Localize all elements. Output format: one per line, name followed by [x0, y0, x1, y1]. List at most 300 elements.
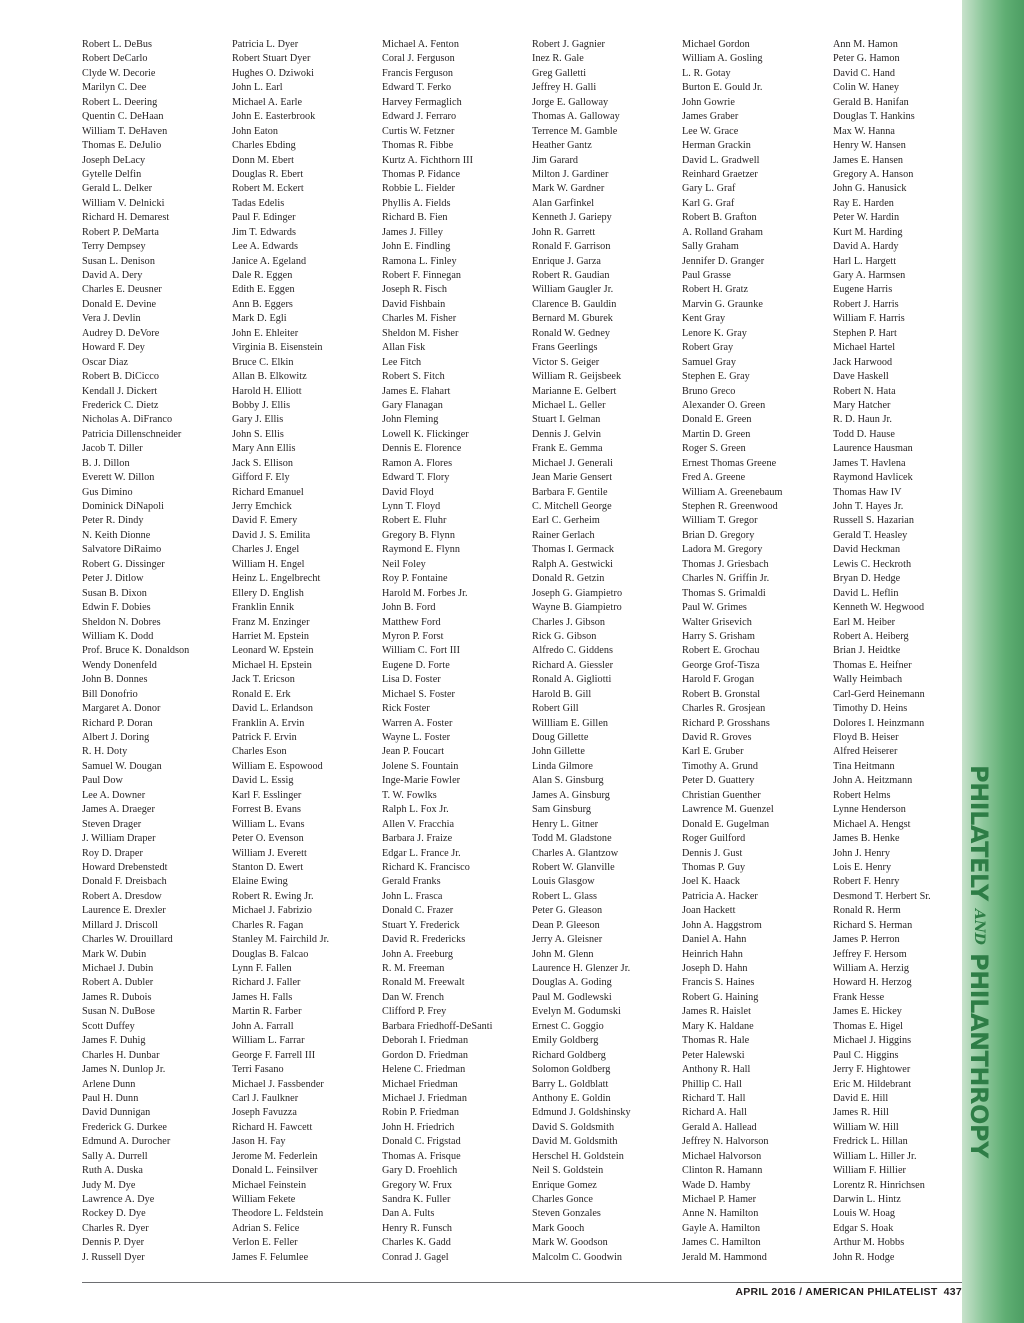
donor-name: Everett W. Dillon: [82, 472, 155, 484]
donor-name: John H. Friedrich: [382, 1121, 455, 1133]
donor-name: Barbara Friedhoff-DeSanti: [382, 1020, 493, 1032]
donor-name: Edward T. Ferko: [382, 82, 452, 94]
donor-name: Francis S. Haines: [682, 977, 755, 989]
donor-name: William L. Hiller Jr.: [833, 1150, 917, 1162]
donor-name: Neil Foley: [382, 558, 426, 570]
donor-name: George F. Farrell III: [232, 1049, 316, 1061]
donor-name: Robert R. Gaudian: [532, 270, 610, 281]
donor-name: Charles R. Fagan: [232, 919, 304, 931]
donor-name: Kurtz A. Fichthorn III: [382, 154, 474, 166]
donor-name: Walter Grisevich: [682, 616, 752, 628]
donor-name: Myron P. Forst: [382, 630, 444, 642]
donor-name: Edward T. Flory: [382, 472, 450, 484]
donor-name: Paul C. Higgins: [833, 1049, 899, 1061]
donor-name: Karl F. Esslinger: [232, 789, 302, 801]
donor-name: Jeffrey F. Hersom: [833, 948, 907, 960]
donor-name: James T. Havlena: [833, 457, 906, 469]
donor-name: Marilyn C. Dee: [82, 82, 147, 94]
donor-name: Michael J. Dubin: [82, 963, 154, 974]
donor-name: Bernard M. Gburek: [532, 313, 613, 325]
page-number: 437: [943, 1286, 962, 1298]
donor-name: Kent Gray: [682, 313, 726, 325]
donor-name: Robert L. Deering: [82, 96, 158, 108]
donor-name: Rick Foster: [382, 703, 430, 715]
donor-name: Peter G. Gleason: [532, 905, 603, 917]
donor-name: Paul Grasse: [682, 270, 731, 281]
donor-name: David M. Goldsmith: [532, 1136, 618, 1148]
donor-name: Terrence M. Gamble: [532, 125, 618, 137]
donor-name: Burton E. Gould Jr.: [682, 82, 763, 94]
donor-name: Frans Geerlings: [532, 342, 598, 354]
donor-name: Robert J. Harris: [833, 298, 899, 310]
donor-name: Curtis W. Fetzner: [382, 125, 455, 137]
donor-name: Verlon E. Feller: [232, 1237, 298, 1249]
donor-name: James Graber: [682, 111, 739, 123]
donor-name: James A. Draeger: [82, 804, 155, 816]
donor-name: Lisa D. Foster: [382, 674, 441, 686]
donor-name: Clarence B. Gauldin: [532, 298, 617, 310]
donor-name: Jerry A. Gleisner: [532, 934, 603, 946]
donor-name: Donald E. Green: [682, 414, 752, 426]
donor-name: Donald E. Gugelman: [682, 818, 770, 830]
donor-name: Douglas A. Goding: [532, 977, 612, 989]
donor-name: Joseph R. Fisch: [382, 284, 447, 296]
donor-name: Gary L. Graf: [682, 183, 736, 195]
donor-name: John Gillette: [532, 746, 585, 758]
donor-name: Peter W. Hardin: [833, 212, 900, 224]
donor-name: James F. Felumlee: [232, 1251, 309, 1263]
donor-name: T. W. Fowlks: [382, 789, 437, 801]
donor-name: Gordon D. Friedman: [382, 1049, 469, 1061]
donor-name: John B. Ford: [382, 602, 436, 614]
donor-name: Herman Grackin: [682, 140, 751, 152]
donor-name: Ernest Thomas Greene: [682, 457, 777, 469]
donor-name: Charles Ebding: [232, 140, 296, 152]
donor-name: Stanton D. Ewert: [232, 861, 304, 873]
donor-name: Nicholas A. DiFranco: [82, 414, 173, 426]
donor-name: Ellery D. English: [232, 587, 304, 599]
donor-name: Malcolm C. Goodwin: [532, 1251, 623, 1263]
donor-name: David F. Emery: [232, 515, 298, 527]
donor-name: Max W. Hanna: [833, 125, 895, 137]
donor-name: Robert DeCarlo: [82, 53, 148, 65]
donor-name: Audrey D. DeVore: [82, 327, 160, 339]
donor-name: Richard A. Giessler: [532, 659, 614, 671]
donor-name: John J. Henry: [833, 847, 890, 859]
donor-name: Susan B. Dixon: [82, 587, 147, 599]
donor-name: Charles N. Griffin Jr.: [682, 573, 770, 585]
donor-name: A. Rolland Graham: [682, 226, 763, 238]
donor-column-4: [532, 38, 682, 1265]
donor-name: Ronald A. Gigliotti: [532, 674, 612, 686]
donor-name: Victor S. Geiger: [532, 356, 600, 368]
donor-name: Alfredo C. Giddens: [532, 645, 613, 657]
donor-name: David Dunnigan: [82, 1107, 151, 1119]
donor-name: Tina Heitmann: [833, 760, 895, 772]
donor-name: William Gaugler Jr.: [532, 284, 614, 296]
donor-name: Jean Marie Gensert: [532, 472, 613, 484]
donor-name: Jorge E. Galloway: [532, 96, 609, 108]
donor-name: Hughes O. Dziwoki: [232, 67, 315, 79]
donor-name: Charles Gonce: [532, 1194, 593, 1205]
donor-name: Forrest B. Evans: [232, 804, 301, 816]
donor-name: Jolene S. Fountain: [382, 760, 459, 772]
donor-name: Mark W. Goodson: [532, 1237, 608, 1249]
donor-name: Donald L. Feinsilver: [232, 1165, 318, 1177]
donor-name: John M. Glenn: [532, 948, 594, 960]
donor-name: Mark W. Dubin: [82, 948, 147, 960]
donor-name: David Fishbain: [382, 298, 446, 310]
donor-name: William A. Greenebaum: [682, 486, 783, 498]
donor-name: Richard H. Fawcett: [232, 1121, 313, 1133]
donor-name: Ann M. Hamon: [833, 39, 898, 50]
donor-name: Arthur M. Hobbs: [833, 1237, 905, 1249]
donor-name: Ray E. Harden: [833, 197, 894, 209]
donor-name: Patricia Dillenschneider: [82, 428, 182, 440]
donor-name: Michael P. Hamer: [682, 1194, 757, 1205]
donor-name: Michael J. Generali: [532, 457, 614, 469]
donor-name: Jason H. Fay: [232, 1136, 286, 1148]
donor-name: Robert J. Gagnier: [532, 39, 605, 50]
donor-name: Gary J. Ellis: [232, 414, 284, 426]
donor-name: Robert B. DiCicco: [82, 371, 159, 383]
donor-name: Peter R. Dindy: [82, 515, 144, 527]
donor-name: Willliam E. Gillen: [532, 717, 609, 729]
donor-name: Solomon Goldberg: [532, 1064, 611, 1076]
donor-name: Mary Hatcher: [833, 399, 891, 411]
donor-name: David S. Goldsmith: [532, 1121, 615, 1133]
donor-name: Earl C. Gerheim: [532, 515, 600, 527]
donor-name: Peter O. Evenson: [232, 833, 304, 845]
donor-name: Ramon A. Flores: [382, 457, 453, 469]
donor-name: Peter G. Hamon: [833, 53, 900, 65]
donor-name: Adrian S. Felice: [232, 1222, 300, 1234]
donor-name: Mark D. Egli: [232, 313, 287, 325]
donor-name: Sheldon M. Fisher: [382, 327, 459, 339]
donor-name: Ronald W. Gedney: [532, 327, 611, 339]
donor-name: Arlene Dunn: [82, 1078, 136, 1090]
donor-name: Salvatore DiRaimo: [82, 544, 162, 556]
donor-name: William E. Espowood: [232, 760, 323, 772]
donor-name: Harold F. Grogan: [682, 674, 755, 686]
donor-name: James C. Hamilton: [682, 1237, 761, 1249]
donor-name: Bryan D. Hedge: [833, 573, 901, 585]
donor-name: Gregory A. Hanson: [833, 168, 914, 180]
donor-name: Michael J. Fassbender: [232, 1078, 324, 1090]
donor-name: Karl G. Graf: [682, 197, 735, 209]
donor-name: Steven Gonzales: [532, 1208, 601, 1220]
donor-name: Eric M. Hildebrant: [833, 1078, 912, 1090]
donor-name: Charles Eson: [232, 746, 287, 758]
donor-name: John E. Ehleiter: [232, 327, 299, 339]
donor-name: Patricia L. Dyer: [232, 39, 299, 50]
donor-name: Lynn T. Floyd: [382, 501, 441, 512]
donor-name: Jim Garard: [532, 154, 579, 166]
donor-name: James F. Duhig: [82, 1035, 146, 1047]
donor-name: James R. Haislet: [682, 1006, 751, 1018]
donor-name: Jerry Emchick: [232, 501, 292, 512]
donor-name: Dave Haskell: [833, 371, 889, 383]
donor-name: Robert R. Ewing Jr.: [232, 890, 314, 902]
donor-name: James R. Hill: [833, 1107, 889, 1119]
donor-name: Mary Ann Ellis: [232, 443, 296, 455]
donor-name: Dan A. Fults: [382, 1208, 435, 1220]
donor-name: James E. Flahart: [382, 385, 451, 397]
donor-name: Louis W. Hoag: [833, 1208, 896, 1220]
donor-name: Harold B. Gill: [532, 688, 592, 700]
donor-name: Wade D. Hamby: [682, 1179, 751, 1191]
donor-name: John Eaton: [232, 125, 279, 137]
donor-name: Paul H. Dunn: [82, 1092, 139, 1104]
donor-name: Douglas R. Ebert: [232, 168, 304, 180]
donor-name: Thomas J. Griesbach: [682, 558, 769, 570]
donor-name: Franklin Ennik: [232, 602, 295, 614]
donor-name: R. D. Haun Jr.: [833, 414, 892, 426]
donor-name: Paul Dow: [82, 775, 123, 787]
donor-name: Gerald B. Hanifan: [833, 96, 909, 108]
donor-name: Sally A. Durrell: [82, 1150, 148, 1162]
donor-name: Frank Hesse: [833, 991, 885, 1003]
donor-name: Dennis E. Florence: [382, 443, 462, 455]
donor-name: Bill Donofrio: [82, 688, 138, 700]
donor-name: Peter Halewski: [682, 1049, 745, 1061]
donor-name: Michael H. Epstein: [232, 659, 312, 671]
donor-name: Stephen R. Greenwood: [682, 501, 778, 512]
donor-name: Bobby J. Ellis: [232, 399, 291, 411]
donor-name: Albert J. Doring: [82, 732, 150, 743]
donor-name: Sam Ginsburg: [532, 804, 591, 816]
donor-name: Ronald E. Erk: [232, 688, 291, 700]
donor-name: Roger S. Green: [682, 443, 746, 455]
donor-name: Joel K. Haack: [682, 876, 741, 888]
donor-name: Dennis P. Dyer: [82, 1237, 145, 1249]
donor-name: Prof. Bruce K. Donaldson: [82, 645, 190, 657]
donor-name: William K. Dodd: [82, 630, 154, 642]
donor-name: David R. Fredericks: [382, 934, 466, 946]
donor-name: C. Mitchell George: [532, 501, 612, 512]
donor-name: Oscar Diaz: [82, 356, 129, 368]
donor-name: Gerald L. Delker: [82, 183, 153, 195]
donor-name: Wayne L. Foster: [382, 732, 451, 743]
donor-name: Ernest C. Goggio: [532, 1020, 604, 1032]
donor-name: Douglas B. Falcao: [232, 948, 309, 960]
donor-name: Dennis J. Gelvin: [532, 428, 601, 440]
donor-name: John Gowrie: [682, 96, 735, 108]
donor-name: Rick G. Gibson: [532, 630, 597, 642]
donor-name: Michael Feinstein: [232, 1179, 307, 1191]
donor-name: Thomas R. Hale: [682, 1035, 750, 1047]
donor-name: James E. Hickey: [833, 1006, 902, 1018]
donor-name: Thomas A. Frisque: [382, 1150, 461, 1162]
donor-name: Warren A. Foster: [382, 717, 453, 729]
donor-name: John E. Easterbrook: [232, 111, 316, 123]
donor-name: Frederick G. Durkee: [82, 1121, 167, 1133]
donor-name: Michael L. Geller: [532, 399, 606, 411]
donor-name: Jerald M. Hammond: [682, 1251, 767, 1263]
donor-name: Joseph DeLacy: [82, 154, 146, 166]
donor-name: Evelyn M. Godumski: [532, 1006, 621, 1018]
donor-name: Herschel H. Goldstein: [532, 1150, 624, 1162]
donor-name: David C. Hand: [833, 67, 896, 79]
donor-name: Timothy D. Heins: [833, 703, 908, 715]
donor-name: Milton J. Gardiner: [532, 168, 609, 180]
donor-name: Todd D. Hause: [833, 428, 895, 440]
donor-name: Mark Gooch: [532, 1222, 585, 1234]
donor-name: Gregory W. Frux: [382, 1179, 453, 1191]
donor-name: Jack T. Ericson: [232, 674, 295, 686]
donor-name: Eugene Harris: [833, 284, 893, 296]
donor-name: Richard T. Hall: [682, 1092, 746, 1104]
donor-name: Lynn F. Fallen: [232, 963, 292, 974]
donor-name: Charles W. Drouillard: [82, 934, 173, 946]
donor-name: Earl M. Heiber: [833, 616, 896, 628]
donor-name: Dennis J. Gust: [682, 847, 743, 859]
donor-name: Thomas S. Grimaldi: [682, 587, 766, 599]
donor-name: Lee Fitch: [382, 356, 422, 368]
donor-name: Louis Glasgow: [532, 876, 595, 888]
donor-name: Kenneth J. Gariepy: [532, 212, 612, 224]
donor-name: William H. Engel: [232, 558, 305, 570]
donor-name: Karl E. Gruber: [682, 746, 744, 758]
donor-name: Donald E. Devine: [82, 298, 157, 310]
title-philately: PHILATELY: [965, 765, 993, 901]
donor-name: Heinz L. Engelbrecht: [232, 573, 321, 585]
donor-name: Elaine Ewing: [232, 876, 288, 888]
donor-name: Phillip C. Hall: [682, 1078, 742, 1090]
donor-name: John R. Garrett: [532, 226, 596, 238]
donor-name: Laurence Hausman: [833, 443, 913, 455]
donor-name: Edmund A. Durocher: [82, 1136, 171, 1148]
donor-name: David L. Essig: [232, 775, 294, 787]
donor-name: Michael Friedman: [382, 1078, 458, 1090]
donor-name: Robert Stuart Dyer: [232, 53, 311, 65]
donor-name: Rockey D. Dye: [82, 1208, 146, 1220]
donor-name: Michael Gordon: [682, 39, 750, 50]
donor-name: Timothy A. Grund: [682, 760, 758, 772]
donor-name: Harry S. Grisham: [682, 630, 755, 642]
donor-name: Mary K. Haldane: [682, 1020, 754, 1032]
donor-name: Michael J. Friedman: [382, 1092, 467, 1104]
donor-name: Ralph A. Gestwicki: [532, 558, 613, 570]
donor-name: John Fleming: [382, 414, 439, 426]
donor-name: Charles E. Deusner: [82, 284, 162, 296]
donor-name: Richard P. Grosshans: [682, 717, 770, 729]
donor-name: R. H. Doty: [82, 746, 128, 758]
donor-name: Jack S. Ellison: [232, 457, 294, 469]
donor-name: Charles H. Dunbar: [82, 1049, 160, 1061]
donor-name: John R. Hodge: [833, 1251, 895, 1263]
donor-name: Wally Heimbach: [833, 674, 903, 686]
donor-name: Robert Gray: [682, 342, 734, 354]
donor-name: Steven Drager: [82, 818, 142, 830]
donor-name: Donald C. Frigstad: [382, 1136, 461, 1148]
donor-name: Gifford F. Ely: [232, 472, 290, 484]
donor-name: John A. Farrall: [232, 1020, 294, 1032]
donor-name: Robert E. Fluhr: [382, 515, 447, 527]
donor-name: Michael Hartel: [833, 342, 896, 354]
donor-name: Gytelle Delfin: [82, 168, 142, 180]
donor-name: Lois E. Henry: [833, 861, 892, 873]
donor-name: Charles R. Grosjean: [682, 703, 766, 715]
donor-name: Dale R. Eggen: [232, 270, 293, 281]
donor-name: Michael J. Fabrizio: [232, 905, 312, 917]
donor-name: Todd M. Gladstone: [532, 833, 612, 845]
donor-name: Sally Graham: [682, 241, 739, 253]
donor-name: Roy D. Draper: [82, 847, 143, 859]
donor-name: Phyllis A. Fields: [382, 197, 451, 209]
donor-name: Greg Galletti: [532, 67, 587, 79]
donor-name: Gerald T. Heasley: [833, 529, 908, 541]
donor-name: Gary D. Froehlich: [382, 1165, 458, 1177]
footer-rule: [82, 1282, 962, 1283]
donor-name: Gerald A. Hallead: [682, 1121, 757, 1133]
donor-name: Kendall J. Dickert: [82, 385, 158, 397]
donor-name: Emily Goldberg: [532, 1035, 599, 1047]
donor-name: Donn M. Ebert: [232, 154, 295, 166]
donor-name: Dolores I. Heinzmann: [833, 717, 925, 729]
donor-name: Robert H. Gratz: [682, 284, 749, 296]
donor-name: Charles J. Engel: [232, 544, 300, 556]
donor-name: Dominick DiNapoli: [82, 501, 165, 512]
donor-name: Lee A. Edwards: [232, 241, 299, 253]
donor-name: Richard J. Faller: [232, 977, 301, 989]
donor-name: Frederick C. Dietz: [82, 399, 159, 411]
donor-name: Edmund J. Goldshinsky: [532, 1107, 631, 1119]
donor-name: Raymond Havlicek: [833, 472, 913, 484]
donor-name: Gayle A. Hamilton: [682, 1222, 761, 1234]
donor-name: William C. Fort III: [382, 645, 461, 657]
donor-name: Paul M. Godlewski: [532, 991, 612, 1003]
donor-name: Harold H. Elliott: [232, 385, 302, 397]
donor-name: L. R. Gotay: [682, 67, 731, 79]
donor-name: Thomas R. Fibbe: [382, 140, 454, 152]
donor-name: Ronald F. Garrison: [532, 241, 611, 253]
donor-name: Barbara J. Fraize: [382, 833, 453, 845]
donor-name: Jennifer D. Granger: [682, 255, 765, 267]
donor-name: Richard Emanuel: [232, 486, 304, 498]
donor-name: John A. Haggstrom: [682, 919, 762, 931]
donor-name: Allen V. Fracchia: [382, 818, 455, 830]
section-title-vertical: [957, 765, 1001, 1275]
donor-name: Gary A. Harmsen: [833, 270, 906, 281]
donor-name: Alexander O. Green: [682, 399, 766, 411]
donor-name: Millard J. Driscoll: [82, 919, 158, 931]
donor-name: Thomas E. DeJulio: [82, 140, 162, 152]
donor-name: Henry L. Gitner: [532, 818, 599, 830]
donor-name: Ladora M. Gregory: [682, 544, 763, 556]
donor-name: Robert L. Glass: [532, 890, 597, 902]
donor-name: John G. Hanusick: [833, 183, 907, 195]
donor-name: Heinrich Hahn: [682, 948, 743, 960]
donor-name: Darwin L. Hintz: [833, 1194, 901, 1205]
donor-name: Desmond T. Herbert Sr.: [833, 890, 931, 902]
donor-name: Terry Dempsey: [82, 241, 146, 253]
donor-name: William V. Delnicki: [82, 197, 165, 209]
donor-name: Lynne Henderson: [833, 804, 906, 816]
donor-name: David L. Heflin: [833, 587, 899, 599]
donor-name: James R. Dubois: [82, 991, 152, 1003]
donor-name: Charles J. Gibson: [532, 616, 606, 628]
donor-name: Jeffrey H. Galli: [532, 82, 597, 94]
donor-name: James J. Filley: [382, 226, 444, 238]
donor-name: J. William Draper: [82, 833, 156, 845]
donor-name: David L. Gradwell: [682, 154, 760, 166]
donor-name: Patrick F. Ervin: [232, 732, 297, 743]
donor-name: Floyd B. Heiser: [833, 732, 899, 743]
donor-name: Christian Guenther: [682, 789, 761, 801]
donor-name: Joseph D. Hahn: [682, 963, 748, 974]
donor-name: Dan W. French: [382, 991, 445, 1003]
